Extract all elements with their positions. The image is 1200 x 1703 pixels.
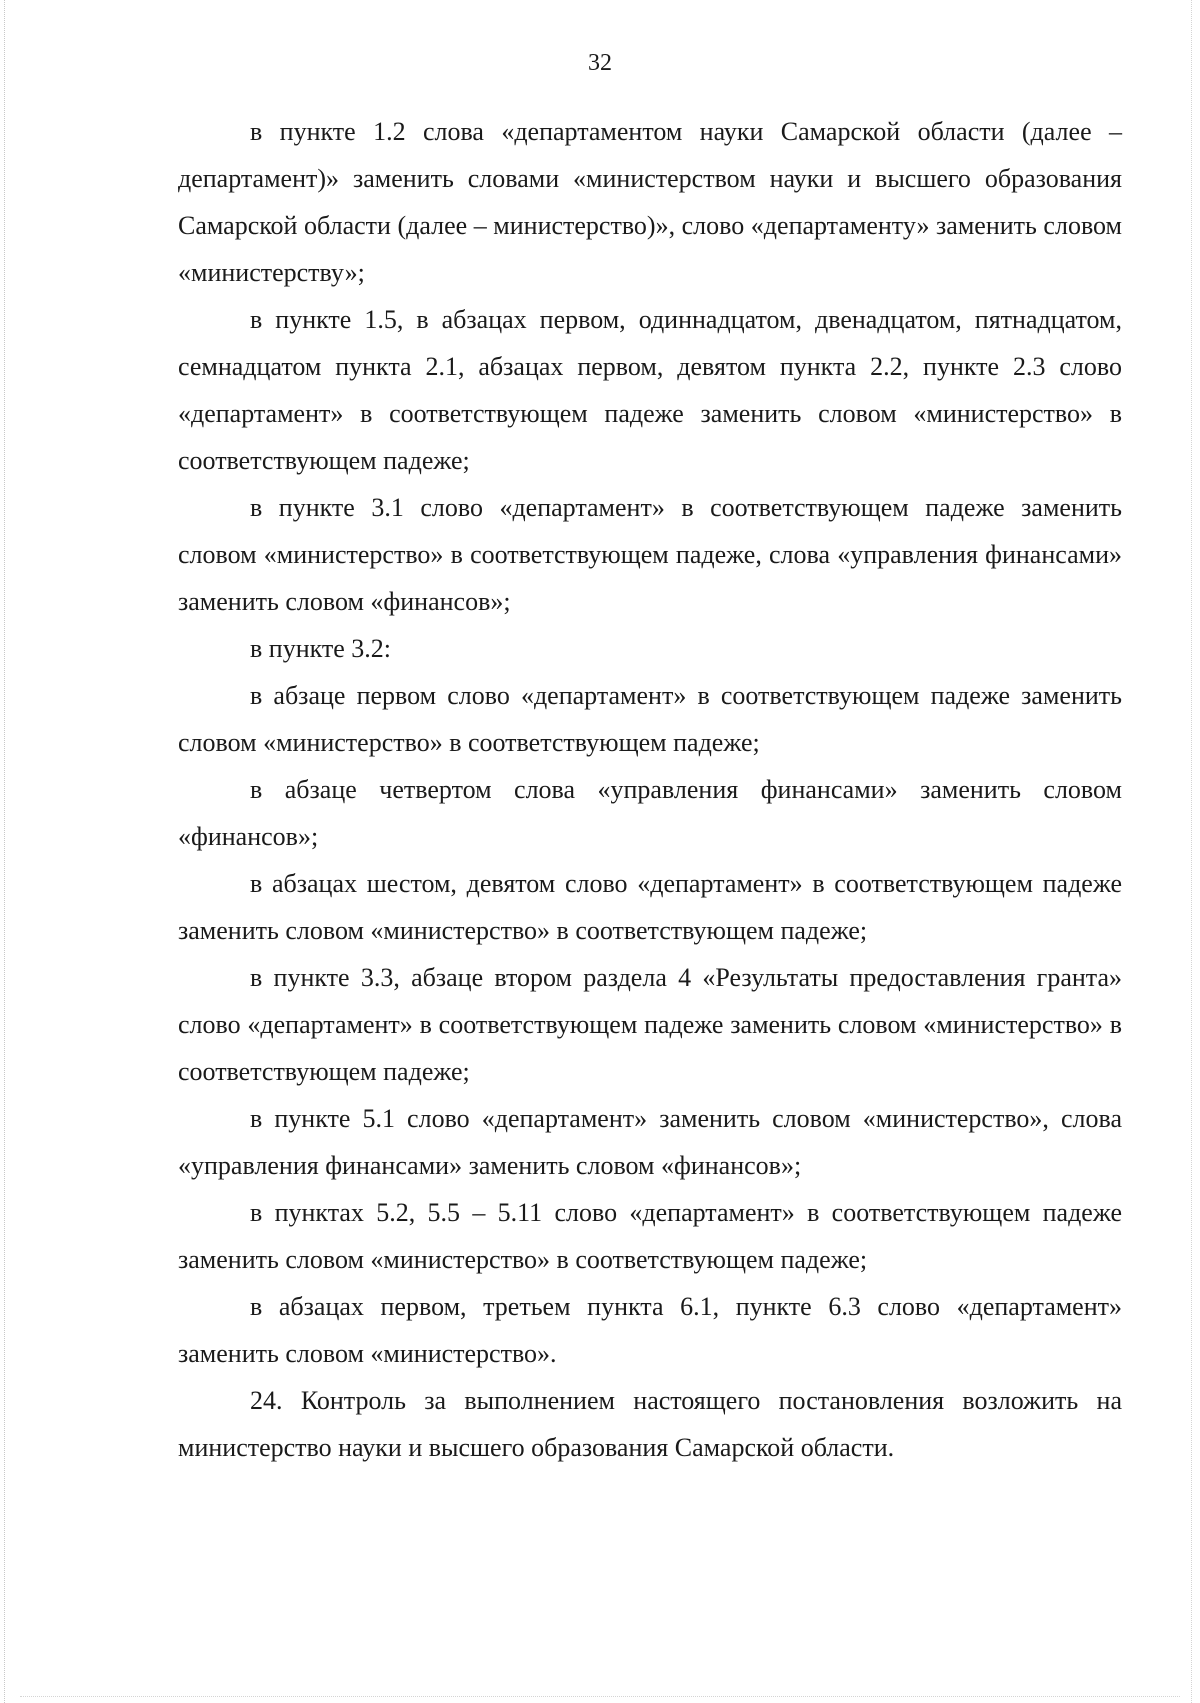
paragraph-abzats-pervyi: в абзаце первом слово «департамент» в соответствующем падеже заменить словом «министерство» в соответствующем падеже; xyxy=(178,681,1122,757)
paragraph-punkt-3-3: в пункте 3.3, абзаце втором раздела 4 «Результаты предоставления гранта» слово «департамент» в соответствующем падеже заменить словом «министерство» в соответствующем падеже; xyxy=(178,963,1122,1086)
paragraph-punkt-3-1: в пункте 3.1 слово «департамент» в соответствующем падеже заменить словом «министерство» в соответствующем падеже, слова «управления финансами» заменить словом «финансов»; xyxy=(178,493,1122,616)
paragraph-item-24: 24. Контроль за выполнением настоящего постановления возложить на министерство науки и высшего образования Самарской области. xyxy=(178,1386,1122,1462)
paragraph-abzatsy-shestoi-deviatyi: в абзацах шестом, девятом слово «департамент» в соответствующем падеже заменить словом «министерство» в соответствующем падеже; xyxy=(178,869,1122,945)
paragraph-punkt-6-1-6-3: в абзацах первом, третьем пункта 6.1, пункте 6.3 слово «департамент» заменить словом «министерство». xyxy=(178,1292,1122,1368)
paragraph-punkt-3-2-heading: в пункте 3.2: xyxy=(250,634,392,663)
page-number: 32 xyxy=(588,50,612,76)
scan-edge-bottom xyxy=(20,1696,1180,1697)
paragraph-punkt-1-2: в пункте 1.2 слова «департаментом науки Самарской области (далее – департамент)» заменить словами «министерством науки и высшего образования Самарской области (далее – министерство)», слово «департаменту» заменить словом «министерству»; xyxy=(178,117,1122,287)
document-body xyxy=(178,108,1122,1471)
scan-edge-right xyxy=(1191,0,1192,1703)
scan-edge-left xyxy=(4,0,5,1703)
paragraph-punkt-1-5: в пункте 1.5, в абзацах первом, одиннадцатом, двенадцатом, пятнадцатом, семнадцатом пункта 2.1, абзацах первом, девятом пункта 2.2, пункте 2.3 слово «департамент» в соответствующем падеже заменить словом «министерство» в соответствующем падеже; xyxy=(178,305,1122,475)
paragraph-punkt-5-1: в пункте 5.1 слово «департамент» заменить словом «министерство», слова «управления финансами» заменить словом «финансов»; xyxy=(178,1104,1122,1180)
paragraph-abzats-chetvertyi: в абзаце четвертом слова «управления финансами» заменить словом «финансов»; xyxy=(178,775,1122,851)
paragraph-punkty-5-2-5-11: в пунктах 5.2, 5.5 – 5.11 слово «департамент» в соответствующем падеже заменить словом «министерство» в соответствующем падеже; xyxy=(178,1198,1122,1274)
